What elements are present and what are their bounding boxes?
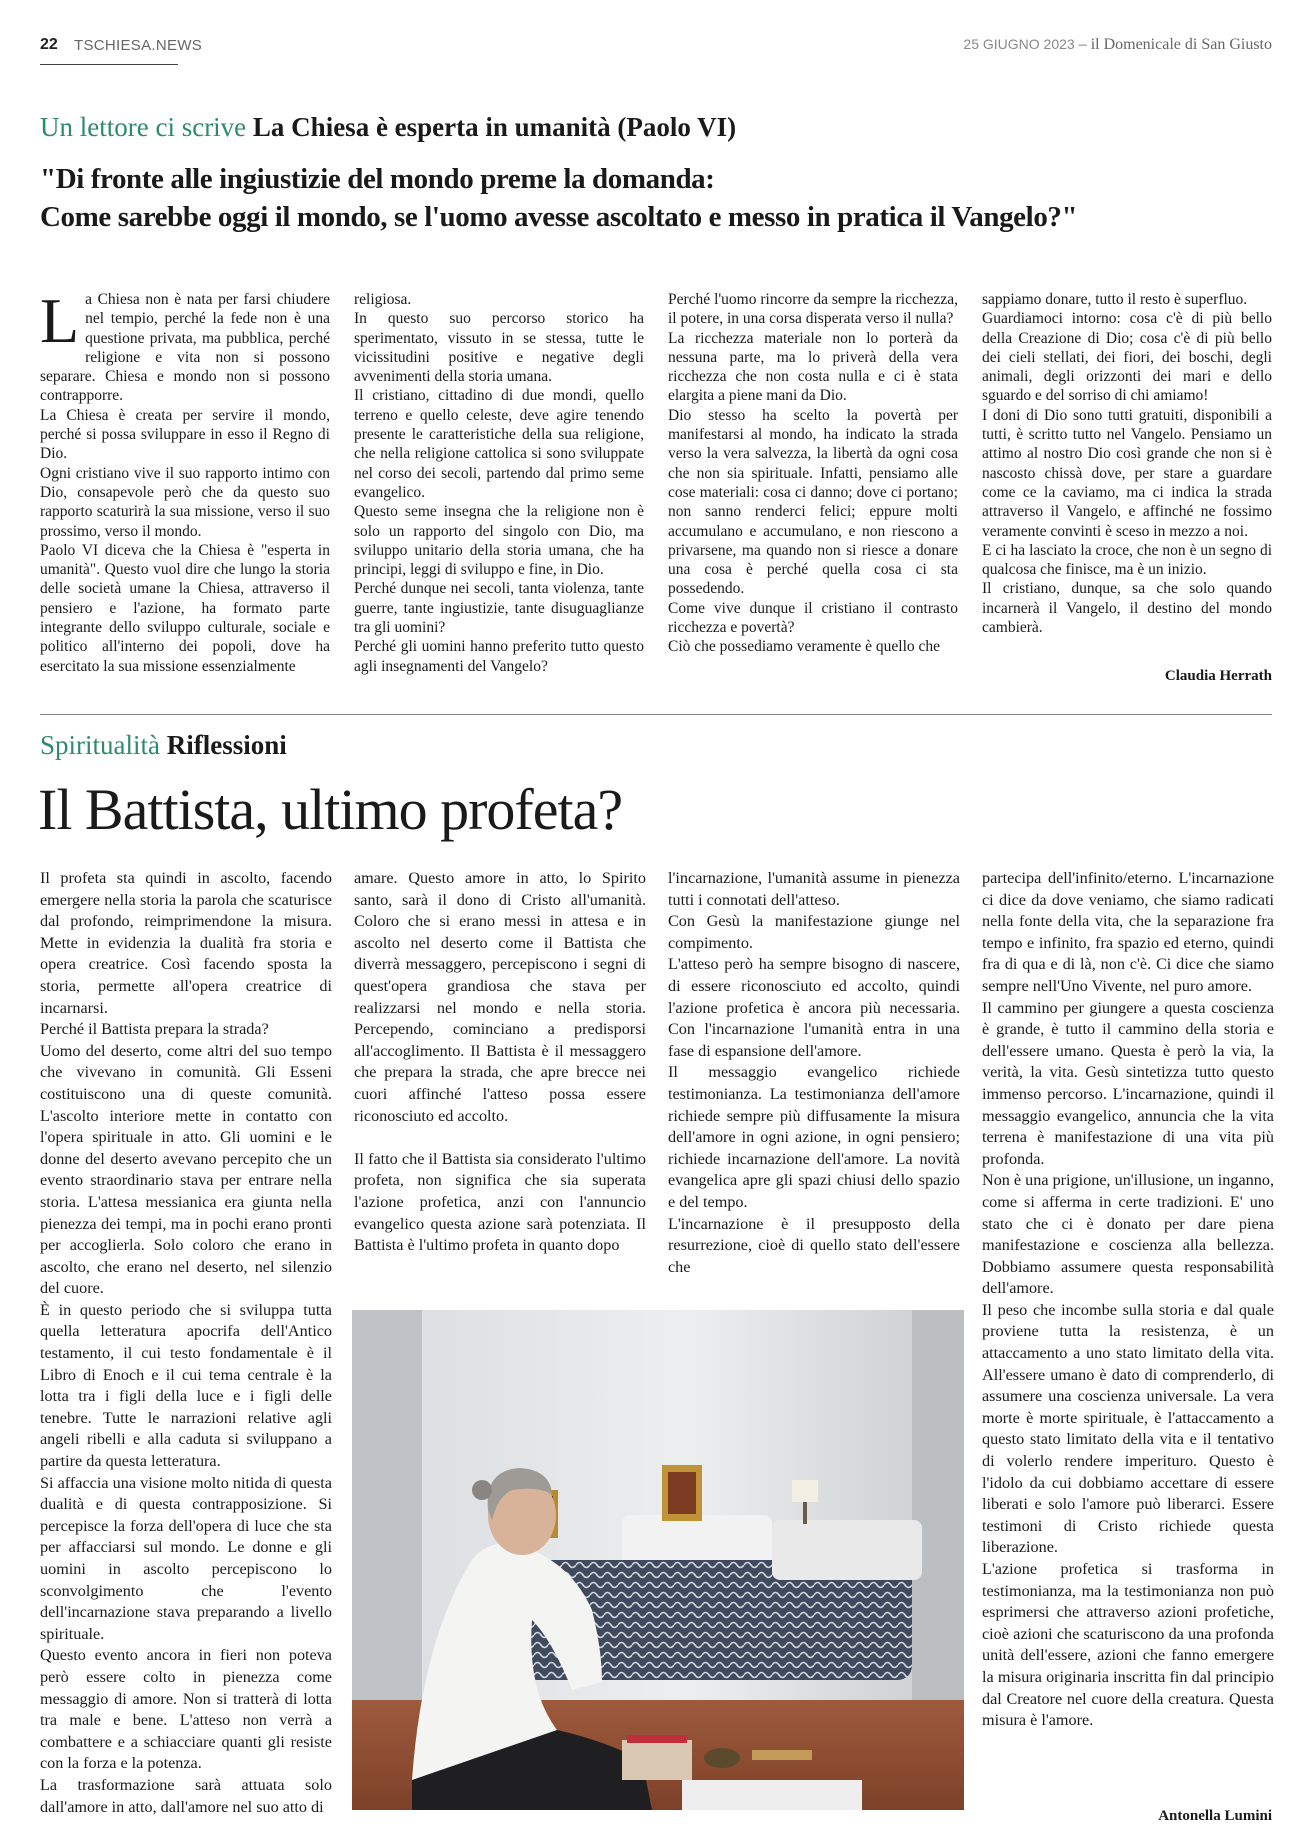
- paragraph: sappiamo donare, tutto il resto è superfluo.: [982, 291, 1248, 308]
- article2-signature: Antonella Lumini: [1158, 1808, 1272, 1824]
- paragraph: a Chiesa non è nata per farsi chiudere nel tempio, perché la fede non è una questione privata, ma pubblica, perché religione e vita non si possono separare. Chiesa e mondo non si possono contrapporre.: [40, 291, 330, 405]
- article1-column-2: [354, 290, 644, 676]
- page-number: 22: [40, 36, 58, 53]
- article2-section: Spiritualità: [40, 730, 160, 760]
- paragraph: Non è una prigione, un'illusione, un inganno, come si afferma in certe tradizioni. E' uno stato che ci è donato per dare piena manifestazione e coscienza alla bellezza. Dobbiamo assumere questa responsabilità dell'amore.: [982, 1171, 1274, 1298]
- paragraph: La Chiesa è creata per servire il mondo, perché si possa sviluppare in esso il Regno di Dio.: [40, 406, 330, 463]
- paragraph: Il cristiano, cittadino di due mondi, quello terreno e quello celeste, deve agire tenendo presente le caratteristiche della sua religione, che nella religione cattolica si sono sviluppate nel corso dei secoli, partendo dal primo seme evangelico.: [354, 387, 644, 501]
- paragraph: Guardiamoci intorno: cosa c'è di più bello della Creazione di Dio; cosa c'è di più bello dei cieli stellati, dei fiori, dei boschi, degli animali, degli orizzonti dei mari e dello sguardo e del sorriso di chi amiamo!: [982, 310, 1272, 405]
- paragraph: Ciò che possediamo veramente è quello che: [668, 638, 941, 656]
- article1-kicker: [40, 112, 1280, 143]
- quote-line-1: "Di fronte alle ingiustizie del mondo preme la domanda:: [40, 163, 715, 195]
- article2-column-2: [354, 868, 646, 1257]
- paragraph: Il profeta sta quindi in ascolto, facendo emergere nella storia la parola che scaturisce dal profondo, reimprimendone la misura. Mette in evidenzia la dualità fra storia e opera creatrice. Così facendo sposta la storia, permette all'opera creatrice di incarnarsi.: [40, 869, 332, 1017]
- paragraph: Perché gli uomini hanno preferito tutto questo agli insegnamenti del Vangelo?: [354, 638, 644, 675]
- paragraph: [354, 1127, 646, 1149]
- article1-section: Un lettore ci scrive: [40, 112, 247, 142]
- paragraph: La ricchezza materiale non lo porterà da nessuna parte, ma lo priverà della vera ricchezza che non costa nulla e ci è stata elargita a piene mani da Dio.: [668, 329, 958, 405]
- paragraph: Il cammino per giungere a questa coscienza è grande, è tutto il cammino della storia e dell'essere umano. Questa è però la via, la verità, la vita. Gesù sintetizza tutto questo immenso percorso. L'incarnazione, quindi il messaggio evangelico, annuncia che la vita terrena è manifestazione di una vita più profonda.: [982, 998, 1274, 1168]
- paragraph: L'atteso però ha sempre bisogno di nascere, di essere riconosciuto ed accolto, quindi l'azione profetica è ancora più necessaria. Con l'incarnazione l'umanità entra in una fase di espansione dell'amore.: [668, 955, 960, 1060]
- paragraph: Perché l'uomo rincorre da sempre la ricchezza, il potere, in una corsa disperata verso il nulla?: [668, 291, 958, 328]
- article2-column-1: [40, 868, 332, 1818]
- article1-signature: Claudia Herrath: [1164, 668, 1272, 684]
- page-header: [40, 36, 1272, 62]
- article-separator: [40, 714, 1272, 715]
- article2-column-4: [982, 868, 1274, 1732]
- paragraph: partecipa dell'infinito/eterno. L'incarnazione ci dice da dove veniamo, che siamo radicati nella fonte della vita, che la separazione fra tempo e infinito, fra spazio ed eterno, quindi fra di qua e di là, non c'è. Ci dice che siamo sempre nell'Uno Vivente, nel puro amore.: [982, 869, 1274, 995]
- paragraph: Il messaggio evangelico richiede testimonianza. La testimonianza dell'amore richiede sempre più diffusamente la misura dell'amore in ogni azione, in ogni pensiero; richiede incarnazione dell'amore. La novità evangelica apre gli spazi chiusi dello spazio e del tempo.: [668, 1063, 960, 1211]
- paragraph: È in questo periodo che si sviluppa tutta quella letteratura apocrifa dell'Antico testamento, il cui testo fondamentale è il Libro di Enoch e il cui tema centrale è la lotta tra i figli della luce e i figli delle tenebre. Tutte le narrazioni relative agli angeli ribelli e alla caduta si sviluppano a partire da questa letteratura.: [40, 1300, 332, 1471]
- paragraph: E ci ha lasciato la croce, che non è un segno di qualcosa che finisce, ma è un inizio.: [982, 541, 1272, 579]
- paragraph: L'azione profetica si trasforma in testimonianza, ma la testimonianza non può esprimersi che attraverso azioni profetiche, cioè azioni che scaturiscono da una profonda unità dell'essere, azioni che fanno emergere la misura originaria inscritta fin dal principio dal Creatore nel cuore della creatura. Questa misura è l'amore.: [982, 1560, 1274, 1730]
- paragraph: Perché il Battista prepara la strada?: [40, 1020, 269, 1039]
- paragraph: Uomo del deserto, come altri del suo tempo che vivevano in comunità. Gli Esseni costituiscono una di queste comunità. L'ascolto interiore mette in contatto con l'opera spirituale in atto. Gli uomini e le donne del deserto avevano percepito che un evento straordinario stava per entrare nella storia. L'attesa messianica era giunta nella pienezza dei tempi, ma in pochi erano pronti per accoglierla. Solo coloro che erano in ascolto, che erano nel deserto, nel silenzio del cuore.: [40, 1041, 332, 1298]
- site-name[interactable]: TSCHIESA.NEWS: [74, 37, 203, 54]
- paragraph: Con Gesù la manifestazione giunge nel compimento.: [668, 912, 960, 952]
- publication-name: – il Domenicale di San Giusto: [1078, 36, 1272, 53]
- paragraph: Perché dunque nei secoli, tanta violenza, tante guerre, tante ingiustizie, tante disuguaglianze tra gli uomini?: [354, 580, 644, 637]
- quote-line-2: Come sarebbe oggi il mondo, se l'uomo avesse ascoltato e messo in pratica il Vangelo?": [40, 201, 1078, 233]
- header-underline: [40, 64, 178, 65]
- dropcap: L: [40, 285, 80, 356]
- issue-info: [963, 36, 1272, 54]
- article2-title: Riflessioni: [166, 730, 287, 760]
- paragraph: Dio stesso ha scelto la povertà per manifestarsi al mondo, ha indicato la strada verso la vera salvezza, la libertà da ogni cosa che non sia spirituale. Infatti, pensiamo alle cose materiali: cosa ci danno; dove ci portano; non sanno renderci felici; eppure molti accumulano e accumulano, e non riescono a privarsene, ma quando non si riesce a donare una cosa è perché quella cosa ci sta possedendo.: [668, 406, 958, 598]
- paragraph: L'incarnazione è il presupposto della resurrezione, cioè di quello stato dell'essere che: [668, 1214, 960, 1276]
- paragraph: amare. Questo amore in atto, lo Spirito santo, sarà il dono di Cristo all'umanità. Coloro che si erano messi in attesa e in ascolto nel deserto come il Battista che diverrà messaggero, percepiscono i segni di quest'opera grandiosa che stava per realizzarsi nel mondo e nella storia. Percependo, cominciano a predisporsi all'accoglimento. Il Battista è il messaggero che prepara la strada, che apre brecce nei cuori affinché l'atteso possa essere riconosciuto ed accolto.: [354, 869, 646, 1125]
- article1-headline-quote: [40, 160, 1280, 236]
- paragraph: religiosa.: [354, 291, 412, 308]
- paragraph: Il cristiano, dunque, sa che solo quando incarnerà il Vangelo, il destino del mondo cambierà.: [982, 580, 1272, 637]
- article1-title: La Chiesa è esperta in umanità (Paolo VI): [252, 112, 737, 142]
- paragraph: Ogni cristiano vive il suo rapporto intimo con Dio, consapevole però che da questo suo rapporto scaturirà la sua missione, verso il suo prossimo, verso il mondo.: [40, 464, 330, 540]
- paragraph: Paolo VI diceva che la Chiesa è "esperta in umanità". Questo vuol dire che lungo la storia delle società umane la Chiesa, attraverso il pensiero e l'azione, ha formato parte integrante dello sviluppo culturale, sociale e politico all'interno dei popoli, dove ha esercitato la sua missione essenzialmente: [40, 541, 330, 675]
- article1-column-1: [40, 285, 330, 676]
- paragraph: In questo suo percorso storico ha sperimentato, vissuto in se stessa, tutte le vicissitudini positive e negative degli avvenimenti della storia umana.: [354, 310, 644, 386]
- paragraph: Questo seme insegna che la religione non è solo un rapporto del singolo con Dio, ma sviluppo unitario della storia umana, che ha principi, leggi di sviluppo e fine, in Dio.: [354, 503, 644, 579]
- paragraph: Il peso che incombe sulla storia e dal quale proviene tutta la resistenza, è un attaccamento a uno stato limitato della vita. All'essere umano è dato di comprenderlo, di assumere una coscienza universale. La vera morte è morte spirituale, è l'attaccamento a questo stato limitato della vita e il tentativo di volerlo rendere imperituro. Questo è l'idolo da cui dobbiamo accettare di essere liberati e solo l'amore può liberarci. Essere testimoni di Cristo richiede questa liberazione.: [982, 1300, 1274, 1557]
- issue-date: 25 GIUGNO 2023: [963, 36, 1075, 52]
- article2-headline: Il Battista, ultimo profeta?: [38, 777, 623, 842]
- article1-column-4: [982, 290, 1272, 637]
- article2-kicker: [40, 730, 287, 761]
- paragraph: Il fatto che il Battista sia considerato l'ultimo profeta, non significa che sia superata l'azione profetica, anzi con l'annuncio evangelico questa azione sarà potenziata. Il Battista è l'ultimo profeta in quanto dopo: [354, 1149, 646, 1255]
- woman-meditating-photo: [352, 1310, 964, 1810]
- paragraph: Come vive dunque il cristiano il contrasto ricchezza e povertà?: [668, 599, 958, 637]
- article-photo: [352, 1310, 964, 1810]
- paragraph: Si affaccia una visione molto nitida di questa dualità e di questa contrapposizione. Si percepisce la forza dell'opera di luce che sta per affacciarsi sul mondo. Le donne e gli uomini in ascolto percepiscono lo sconvolgimento che l'evento dell'incarnazione stava preparando a livello spirituale.: [40, 1473, 332, 1643]
- article2-column-3: [668, 868, 960, 1278]
- paragraph: La trasformazione sarà attuata solo dall'amore in atto, dall'amore nel suo atto di: [40, 1775, 332, 1816]
- paragraph: I doni di Dio sono tutti gratuiti, disponibili a tutti, è scritto tutto nel Vangelo. Pensiamo un attimo al nostro Dio così grande che non si è nascosto chissà dove, per stare a guardare come ce la caviamo, ma ci indica la strada attraverso il Vangelo, e affinché ne fossimo veramente convinti è sceso in mezzo a noi.: [982, 406, 1272, 540]
- paragraph: l'incarnazione, l'umanità assume in pienezza tutti i connotati dell'atteso.: [668, 869, 960, 909]
- paragraph: Questo evento ancora in fieri non poteva però essere colto in pienezza come messaggio di amore. Non si tratterà di lotta tra male e bene. L'atteso non verrà a combattere e a schiacciare quanti gli resiste con la forza e la potenza.: [40, 1646, 332, 1773]
- article1-column-3: [668, 290, 958, 657]
